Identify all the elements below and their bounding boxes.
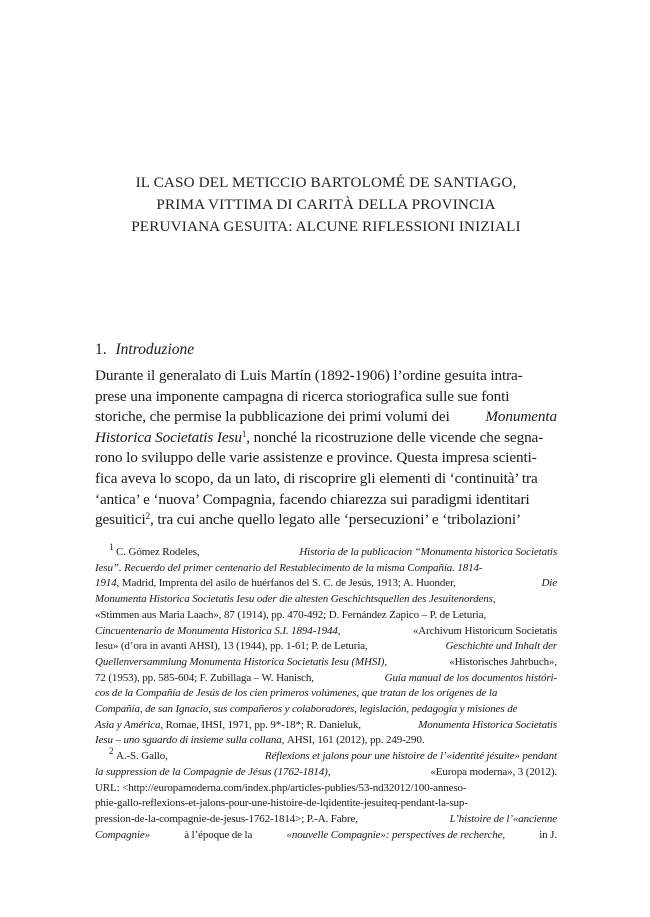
title-line: IL CASO DEL METICCIO BARTOLOMÉ DE SANTIAGO, — [135, 174, 517, 191]
footnote-line — [95, 576, 557, 592]
text-line — [95, 490, 557, 511]
text-run-italic: Cincuentenario de Monumenta Historica S.I. 1894-1944, — [95, 624, 341, 637]
text-run: storiche, che permise la pubblicazione dei primi volumi dei — [95, 408, 450, 426]
footnotes — [95, 542, 557, 843]
text-run: «Europa moderna», 3 (2012). — [430, 765, 557, 778]
text-run-italic: Iesu – uno sguardo di insieme sulla collana, — [95, 734, 285, 747]
text-run-italic: Geschichte und Inhalt der — [445, 640, 557, 653]
article-title — [95, 172, 557, 238]
text-run: in J. — [539, 828, 557, 841]
text-run: 72 (1953), pp. 585-604; F. Zubillaga – W. Hanisch, — [95, 671, 314, 684]
text-run: fica aveva lo scopo, da un lato, di riscoprire gli elementi di ‘continuità’ tra — [95, 469, 538, 487]
text-run-italic: Historia de la publicacion “Monumenta historica Societatis — [299, 546, 557, 558]
text-run-italic: la suppression de la Compagnie de Jésus (1762-1814), — [95, 765, 331, 778]
text-line — [95, 407, 557, 428]
text-run: Durante il generalato di Luis Martín (1892-1906) l’ordine gesuita intra- — [95, 367, 523, 384]
text-run: Iesu» (d’ora in avanti AHSI), 13 (1944), pp. 1-61; P. de Leturia, — [95, 640, 368, 653]
text-run: Romae, IHSI, 1971, pp. 9*-18*; R. Danieluk, — [165, 718, 361, 731]
footnote-ref[interactable]: 1 — [241, 428, 247, 439]
footnote-line — [95, 608, 557, 624]
url-text[interactable]: phie-gallo-reflexions-et-jalons-pour-une-histoire-de-lqidentite-jesuiteq-pendant-la-sup- — [95, 797, 468, 810]
section-heading — [95, 340, 194, 360]
text-run-italic: Compañía, de san Ignacio, sus compañeros y colaboradores, legislación, pedagogía y misiones de — [95, 703, 518, 716]
footnote-line — [95, 781, 557, 797]
text-run-italic: 1914, — [95, 577, 120, 590]
text-run-italic: L’histoire de l’«ancienne — [449, 812, 557, 825]
text-run: , nonché la ricostruzione delle vicende che segna- — [246, 428, 544, 446]
url-text[interactable]: URL: <http://europamoderna.com/index.php/articles-publies/53-nd32012/100-anneso- — [95, 781, 467, 794]
text-run: «Archivum Historicum Societatis — [412, 624, 557, 637]
footnote-line — [95, 828, 557, 844]
footnote-line — [95, 796, 557, 812]
footnote-line — [95, 542, 557, 561]
text-run-italic: Asia y América, — [95, 718, 163, 731]
text-line — [95, 448, 557, 469]
footnote-line — [95, 686, 557, 702]
footnote-line — [95, 655, 557, 671]
footnote-line — [95, 671, 557, 687]
text-run-italic: Quellenversammlung Monumenta Historica Societatis Iesu (MHSI), — [95, 655, 387, 668]
text-line — [95, 428, 557, 449]
text-run: pression-de-la-compagnie-de-jesus-1762-1814>; P.-A. Fabre, — [95, 812, 358, 825]
text-run: «Stimmen aus Maria Laach», 87 (1914), pp. 470-492; D. Fernández Zapico – P. de Leturia, — [95, 608, 486, 621]
text-run-italic: Compagnie» — [95, 828, 151, 841]
text-run: «Historisches Jahrbuch», — [449, 655, 557, 668]
footnote-line — [95, 718, 557, 734]
text-run: ‘antica’ e ‘nuova’ Compagnia, facendo chiarezza sui paradigmi identitari — [95, 490, 530, 508]
footnote-line — [95, 561, 557, 577]
footnote-line — [95, 639, 557, 655]
text-run-italic: «nouvelle Compagnie»: perspectives de recherche, — [286, 828, 506, 841]
text-run: Madrid, Imprenta del asilo de huérfanos del S. C. de Jesús, 1913; A. Huonder, — [121, 577, 456, 590]
text-line — [95, 510, 557, 531]
text-run: AHSI, 161 (2012), pp. 249-290. — [286, 734, 425, 747]
footnote-line — [95, 746, 557, 765]
footnote-marker: 2 — [109, 746, 114, 757]
text-run-italic: Guía manual de los documentos históri- — [384, 671, 557, 684]
footnote-line — [95, 812, 557, 828]
text-run-italic: Iesu”. Recuerdo del primer centenario del Restablecimento de la misma Compañía. 1814- — [95, 561, 483, 574]
text-run: C. Gómez Rodeles, — [116, 546, 200, 558]
body-paragraph — [95, 366, 557, 531]
footnote-line — [95, 624, 557, 640]
text-run-italic: Monumenta — [485, 408, 557, 426]
document-page — [95, 0, 557, 917]
footnote-line — [95, 733, 557, 749]
text-run-italic: Monumenta Historica Societatis — [418, 718, 557, 731]
footnote-ref[interactable]: 2 — [145, 511, 150, 522]
text-run-italic: cos de la Compañía de Jesús de los cien primeros volúmenes, que tratan de los orígenes de la — [95, 687, 498, 700]
text-run: , tra cui anche quello legato alle ‘persecuzioni’ e ‘tribolazioni’ — [149, 511, 521, 529]
text-run-italic: Monumenta Historica Societatis Iesu oder die altesten Geschichtsquellen des Jesuitenordens, — [95, 593, 496, 606]
text-run: rono lo sviluppo delle varie assistenze e province. Questa impresa scienti- — [95, 449, 537, 467]
footnote-line — [95, 702, 557, 718]
text-line — [95, 469, 557, 490]
text-line — [95, 366, 557, 387]
title-line: PERUVIANA GESUITA: ALCUNE RIFLESSIONI INIZIALI — [131, 218, 521, 235]
text-run: gesuitici — [95, 511, 146, 529]
title-line: PRIMA VITTIMA DI CARITÀ DELLA PROVINCIA — [156, 196, 496, 213]
footnote-line — [95, 592, 557, 608]
text-run: A.-S. Gallo, — [116, 750, 168, 763]
footnote-line — [95, 765, 557, 781]
text-run-italic: Die — [541, 577, 557, 590]
text-run: à l’époque de la — [184, 828, 253, 841]
section-title: Introduzione — [115, 341, 195, 358]
text-run-italic: Historica Societatis Iesu — [95, 428, 242, 446]
text-run: prese una imponente campagna di ricerca storiografica sulle sue fonti — [95, 387, 510, 405]
text-run-italic: Réflexions et jalons pour une histoire de l’«identité jésuite» pendant — [264, 750, 557, 763]
footnote-marker: 1 — [109, 542, 114, 552]
section-number: 1. — [95, 341, 107, 358]
text-line — [95, 387, 557, 408]
